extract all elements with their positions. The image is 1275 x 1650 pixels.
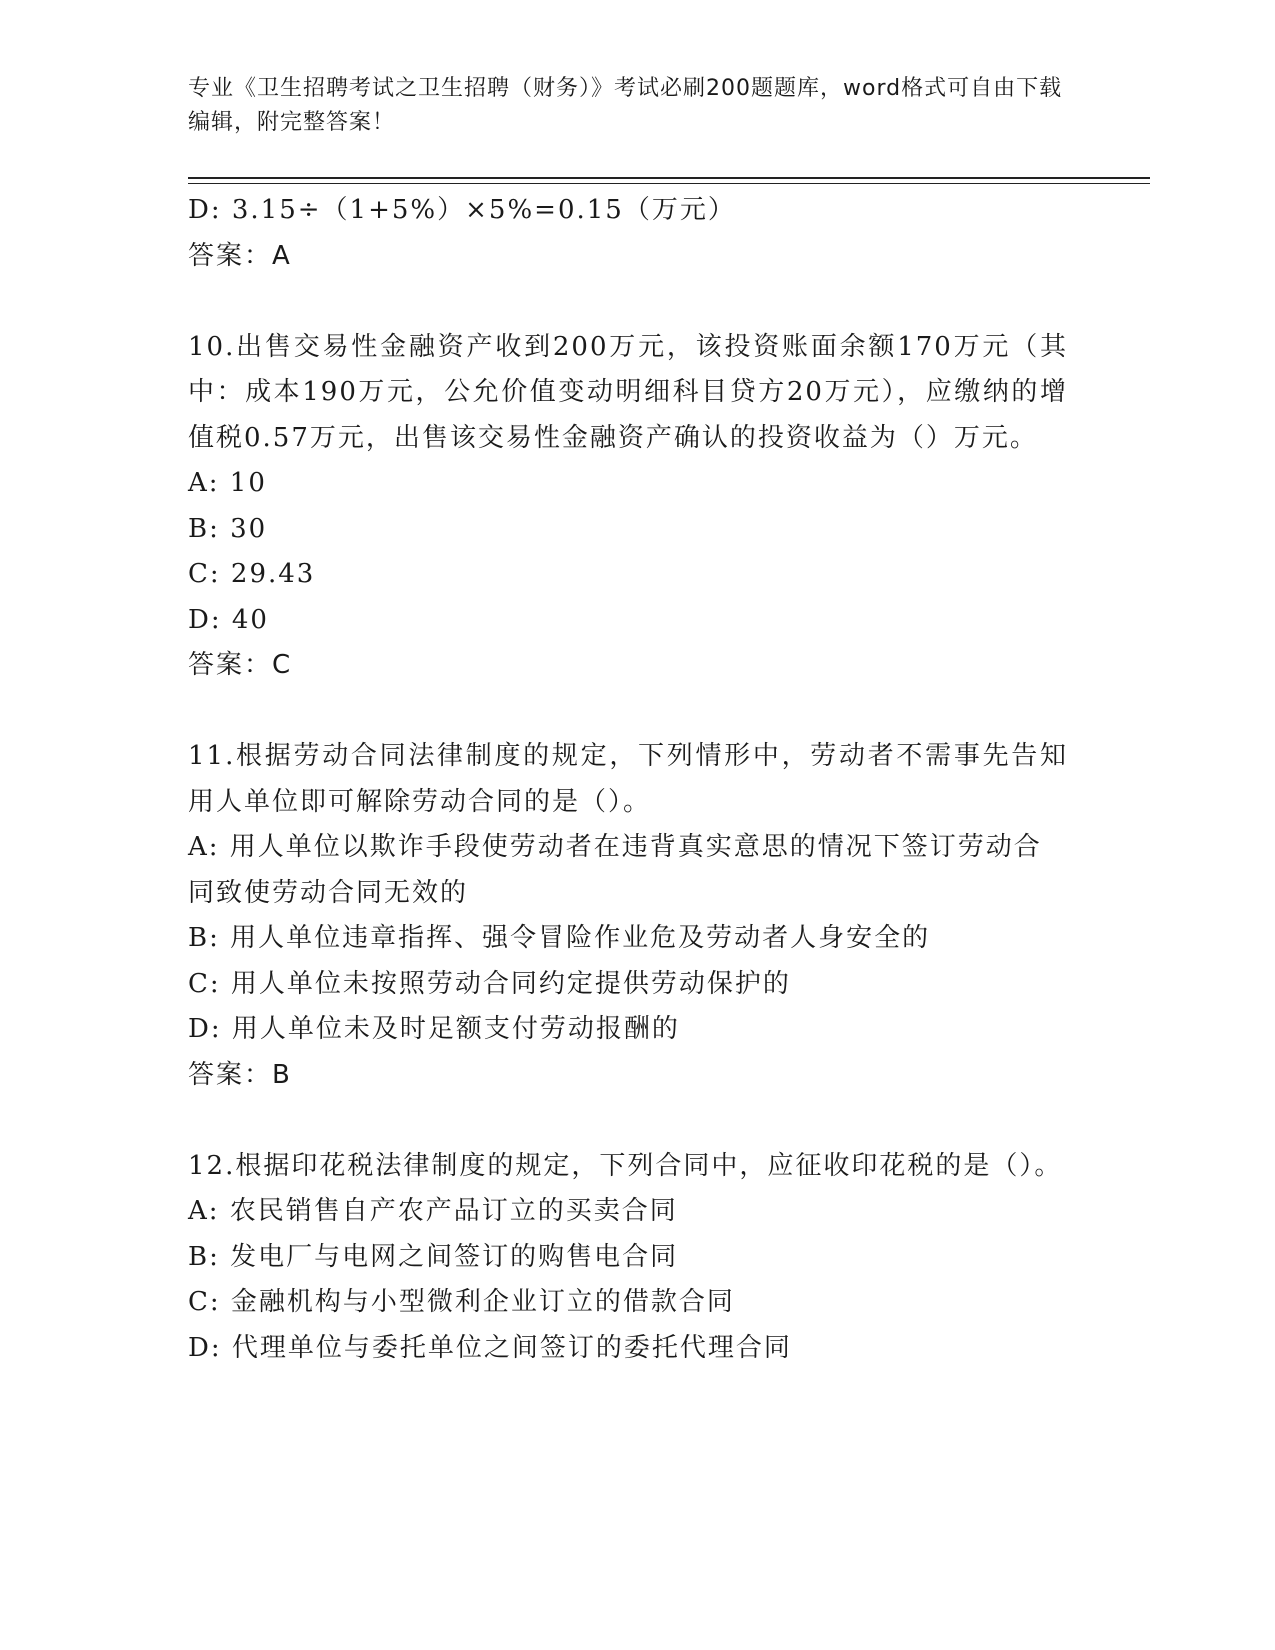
option-b: B: 30 [188, 513, 268, 544]
question-11 [188, 734, 1068, 1098]
prev-answer: 答案：A [188, 240, 292, 271]
option-a: A: 用人单位以欺诈手段使劳动者在违背真实意思的情况下签订劳动合同致使劳动合同无效的 [188, 832, 1042, 908]
page-header: 专业《卫生招聘考试之卫生招聘（财务）》考试必刷200题题库，word格式可自由下载编辑，附完整答案！ [188, 76, 1063, 135]
option-d: D: 用人单位未及时足额支付劳动报酬的 [188, 1014, 680, 1044]
option-b: B: 用人单位违章指挥、强令冒险作业危及劳动者人身安全的 [188, 923, 931, 953]
question-10 [188, 325, 1068, 689]
header-rule-thick [188, 177, 1150, 179]
header-rule-thin [188, 183, 1150, 184]
document-body [188, 188, 1068, 1371]
option-c: C: 29.43 [188, 559, 316, 589]
prev-option-d: D: 3.15÷（1+5%）×5%=0.15（万元） [188, 195, 736, 225]
option-b: B: 发电厂与电网之间签订的购售电合同 [188, 1241, 679, 1272]
question-stem: 11.根据劳动合同法律制度的规定，下列情形中，劳动者不需事先告知用人单位即可解除劳动合同的是（）。 [188, 741, 1068, 817]
question-stem: 10.出售交易性金融资产收到200万元，该投资账面余额170万元（其中：成本190万元，公允价值变动明细科目贷方20万元），应缴纳的增值税0.57万元，出售该交易性金融资产确认的投资收益为（）万元。 [188, 331, 1068, 453]
option-c: C: 用人单位未按照劳动合同约定提供劳动保护的 [188, 968, 791, 999]
option-c: C: 金融机构与小型微利企业订立的借款合同 [188, 1287, 735, 1317]
question-12 [188, 1144, 1068, 1372]
option-d: D: 代理单位与委托单位之间签订的委托代理合同 [188, 1332, 792, 1363]
question-answer: 答案：C [188, 650, 293, 680]
option-a: A: 10 [188, 468, 267, 498]
question-answer: 答案：B [188, 1059, 292, 1090]
option-a: A: 农民销售自产农产品订立的买卖合同 [188, 1196, 678, 1226]
option-d: D: 40 [188, 604, 269, 635]
question-stem: 12.根据印花税法律制度的规定，下列合同中，应征收印花税的是（）。 [188, 1150, 1063, 1181]
